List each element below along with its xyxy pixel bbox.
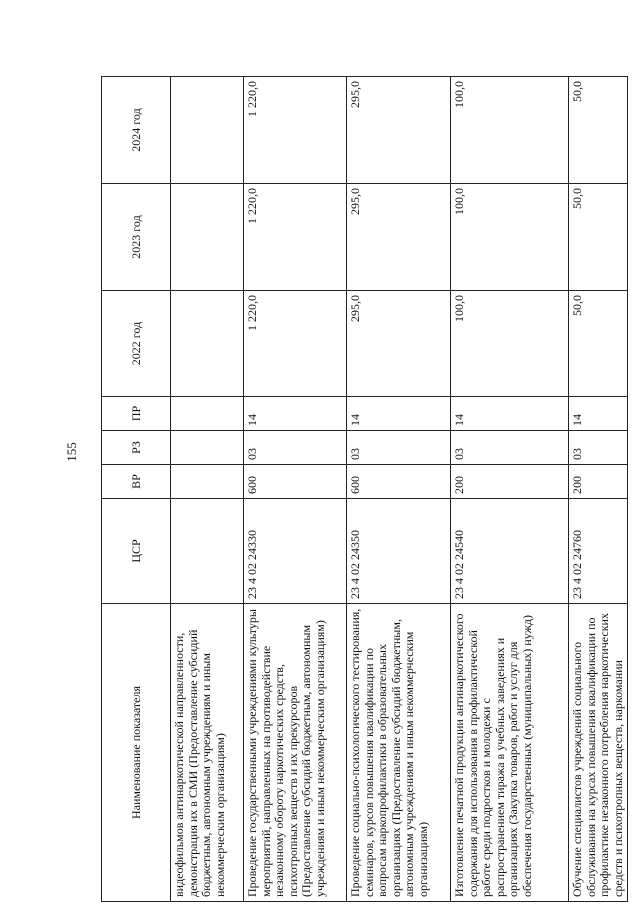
cell-name: Проведение государственными учреждениями культуры мероприятий, направленных на противодействие незаконному обороту наркотических средств, психотропных веществ и их прекурсоров (Предоставление субсидий бюджетным, автономным учреждениям и иным некоммерческим организациям) [244, 604, 347, 902]
cell-name: видеофильмов антинаркотической направленности, демонстрация их в СМИ (Предоставление субсидий бюджетным, автономным учреждениям и иным некоммерческим организациям) [171, 604, 244, 902]
header-pr: ПР [102, 397, 171, 431]
cell-2023: 295,0 [347, 184, 451, 291]
cell-csr: 23 4 02 24330 [244, 499, 347, 604]
rotated-table-container [101, 77, 625, 902]
cell-2022: 50,0 [569, 291, 628, 397]
table-row [569, 77, 628, 902]
cell-2024: 1 220,0 [244, 77, 347, 184]
table-header-row [102, 77, 171, 902]
cell-csr: 23 4 02 24760 [569, 499, 628, 604]
cell-2022: 295,0 [347, 291, 451, 397]
cell-vr: 600 [347, 465, 451, 499]
cell-pr: 14 [347, 397, 451, 431]
cell-csr [171, 499, 244, 604]
cell-pr: 14 [569, 397, 628, 431]
header-2024: 2024 год [102, 77, 171, 184]
cell-2022: 100,0 [451, 291, 569, 397]
cell-vr: 200 [569, 465, 628, 499]
cell-rz [171, 431, 244, 465]
header-csr: ЦСР [102, 499, 171, 604]
cell-name: Проведение социально-психологического тестирования, семинаров, курсов повышения квалификации по вопросам наркопрофилактики в образовательных организациях (Предоставление субсидий бюджетным, автономным учреждениям и иным некоммерческим организациям) [347, 604, 451, 902]
cell-vr: 600 [244, 465, 347, 499]
cell-pr [171, 397, 244, 431]
cell-rz: 03 [347, 431, 451, 465]
cell-2023: 100,0 [451, 184, 569, 291]
cell-name: Изготовление печатной продукции антинаркотического содержания для использования в профилактической работе среди подростков и молодежи с распространением тиража в учебных заведениях и организациях (Закупка товаров, работ и услуг для обеспечения государственных (муниципальных) нужд) [451, 604, 569, 902]
cell-2024: 50,0 [569, 77, 628, 184]
cell-csr: 23 4 02 24540 [451, 499, 569, 604]
cell-vr: 200 [451, 465, 569, 499]
cell-rz: 03 [244, 431, 347, 465]
budget-table [101, 76, 628, 902]
cell-2022: 1 220,0 [244, 291, 347, 397]
cell-2024: 295,0 [347, 77, 451, 184]
header-2023: 2023 год [102, 184, 171, 291]
cell-vr [171, 465, 244, 499]
cell-2023: 1 220,0 [244, 184, 347, 291]
table-row [244, 77, 347, 902]
cell-2022 [171, 291, 244, 397]
table-row [451, 77, 569, 902]
cell-2023: 50,0 [569, 184, 628, 291]
cell-2024: 100,0 [451, 77, 569, 184]
cell-name: Обучение специалистов учреждений социального обслуживания на курсах повышения квалификации по профилактике незаконного потребления наркотических средств и психотропных веществ, наркомании [569, 604, 628, 902]
table-row [171, 77, 244, 902]
cell-pr: 14 [451, 397, 569, 431]
page-number: 155 [64, 442, 79, 462]
header-vr: ВР [102, 465, 171, 499]
cell-pr: 14 [244, 397, 347, 431]
header-name: Наименование показателя [102, 604, 171, 902]
cell-rz: 03 [451, 431, 569, 465]
header-rz: РЗ [102, 431, 171, 465]
cell-rz: 03 [569, 431, 628, 465]
cell-csr: 23 4 02 24350 [347, 499, 451, 604]
cell-2023 [171, 184, 244, 291]
cell-2024 [171, 77, 244, 184]
header-2022: 2022 год [102, 291, 171, 397]
table-row [347, 77, 451, 902]
